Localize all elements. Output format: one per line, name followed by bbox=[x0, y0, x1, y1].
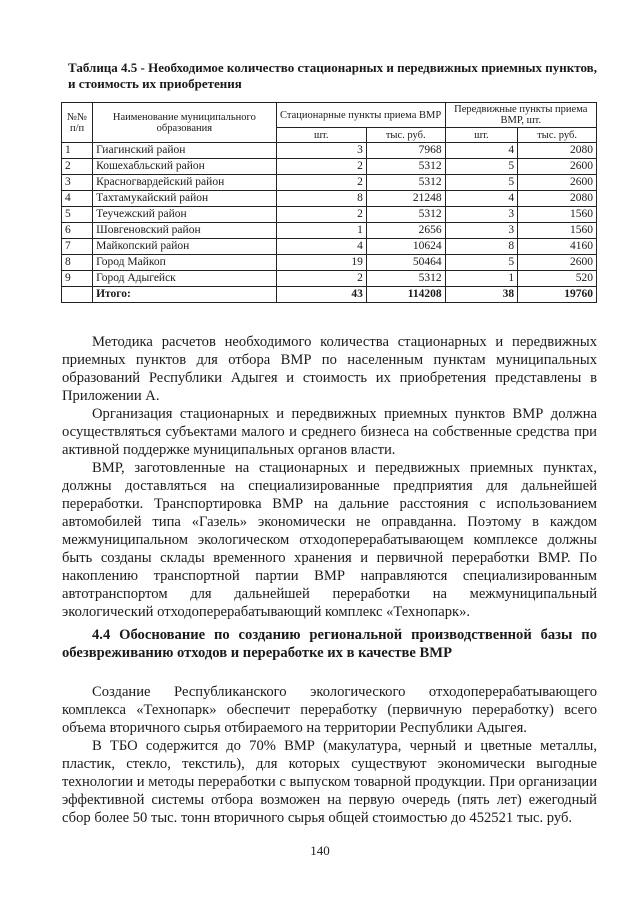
cell-mobile-pcs: 8 bbox=[445, 239, 518, 255]
cell-name: Красногвардейский район bbox=[93, 175, 277, 191]
cell-name: Город Адыгейск bbox=[93, 271, 277, 287]
cell-stationary-pcs: 19 bbox=[276, 255, 366, 271]
cell-name: Тахтамукайский район bbox=[93, 191, 277, 207]
cell-mobile-rub: 2080 bbox=[518, 143, 597, 159]
total-mobile-pcs: 38 bbox=[445, 287, 518, 303]
table-row bbox=[62, 143, 597, 159]
cell-no: 7 bbox=[62, 239, 93, 255]
cell-mobile-pcs: 5 bbox=[445, 255, 518, 271]
table-row bbox=[62, 175, 597, 191]
cell-stationary-rub: 5312 bbox=[366, 271, 445, 287]
table-row bbox=[62, 159, 597, 175]
section-heading: 4.4 Обоснование по созданию региональной производственной базы по обезвреживанию отходов и переработке их в качестве ВМР bbox=[62, 627, 597, 661]
body-text-block-1 bbox=[62, 333, 597, 621]
cell-mobile-rub: 2600 bbox=[518, 255, 597, 271]
total-mobile-rub: 19760 bbox=[518, 287, 597, 303]
cell-stationary-pcs: 2 bbox=[276, 207, 366, 223]
table-row bbox=[62, 239, 597, 255]
cell-mobile-pcs: 4 bbox=[445, 143, 518, 159]
table-row bbox=[62, 223, 597, 239]
cell-mobile-pcs: 3 bbox=[445, 207, 518, 223]
cell-name: Майкопский район bbox=[93, 239, 277, 255]
paragraph: Методика расчетов необходимого количества стационарных и передвижных приемных пунктов для отбора ВМР по населенным пунктам муниципальных образований Республики Адыгея и стоимость их приобретения представлены в Приложении А. bbox=[62, 334, 597, 404]
cell-mobile-pcs: 5 bbox=[445, 159, 518, 175]
cell-stationary-pcs: 2 bbox=[276, 175, 366, 191]
cell-no: 8 bbox=[62, 255, 93, 271]
cell-mobile-pcs: 3 bbox=[445, 223, 518, 239]
cell-stationary-rub: 2656 bbox=[366, 223, 445, 239]
table-row bbox=[62, 271, 597, 287]
header-name: Наименование муниципального образования bbox=[93, 103, 277, 143]
table-total-row bbox=[62, 287, 597, 303]
cell-stationary-rub: 5312 bbox=[366, 175, 445, 191]
header-mobile-rub: тыс. руб. bbox=[518, 128, 597, 143]
cell-stationary-pcs: 2 bbox=[276, 271, 366, 287]
page-number: 140 bbox=[310, 843, 330, 858]
cell-mobile-rub: 520 bbox=[518, 271, 597, 287]
table-row bbox=[62, 255, 597, 271]
total-stationary-pcs: 43 bbox=[276, 287, 366, 303]
body-text-block-2 bbox=[62, 683, 597, 827]
cell-mobile-pcs: 5 bbox=[445, 175, 518, 191]
data-table bbox=[61, 102, 597, 303]
cell-no: 9 bbox=[62, 271, 93, 287]
cell-stationary-rub: 5312 bbox=[366, 207, 445, 223]
cell-stationary-rub: 10624 bbox=[366, 239, 445, 255]
table-row bbox=[62, 191, 597, 207]
cell-stationary-pcs: 2 bbox=[276, 159, 366, 175]
cell-mobile-rub: 2600 bbox=[518, 175, 597, 191]
cell-mobile-rub: 1560 bbox=[518, 223, 597, 239]
cell-name: Шовгеновский район bbox=[93, 223, 277, 239]
header-no: №№ п/п bbox=[62, 103, 93, 143]
cell-mobile-rub: 2600 bbox=[518, 159, 597, 175]
cell-no: 5 bbox=[62, 207, 93, 223]
cell-mobile-pcs: 1 bbox=[445, 271, 518, 287]
cell-no: 2 bbox=[62, 159, 93, 175]
paragraph: ВМР, заготовленные на стационарных и передвижных приемных пунктах, должны доставляться на специализированные предприятия для дальнейшей переработки. Транспортировка ВМР на дальние расстояния с использованием автомобилей типа «Газель» экономически не оправданна. Поэтому в каждом межмуниципальном экологическом отходоперерабатывающем комплексе должны быть созданы склады временного хранения и первичной переработки ВМР. По накоплению транспортной партии ВМР направляются специализированным автотранспортом для дальнейшей переработки на межмуниципальный экологический отходоперерабатывающий комплекс «Технопарк». bbox=[62, 460, 597, 620]
cell-name: Теучежский район bbox=[93, 207, 277, 223]
cell-stationary-rub: 5312 bbox=[366, 159, 445, 175]
cell-name: Кошехабльский район bbox=[93, 159, 277, 175]
table-caption: Таблица 4.5 - Необходимое количество стационарных и передвижных приемных пунктов, и стоимость их приобретения bbox=[68, 60, 597, 91]
paragraph: В ТБО содержится до 70% ВМР (макулатура, черный и цветные металлы, пластик, стекло, текстиль), для которых существуют экономически выгодные технологии и методы переработки с выпуском товарной продукции. При организации эффективной системы отбора возможен на первую очередь (пять лет) ежегодный сбор более 50 тыс. тонн вторичного сырья общей стоимостью до 452521 тыс. руб. bbox=[62, 738, 597, 826]
cell-mobile-rub: 4160 bbox=[518, 239, 597, 255]
cell-stationary-pcs: 1 bbox=[276, 223, 366, 239]
cell-stationary-pcs: 4 bbox=[276, 239, 366, 255]
header-stationary-pcs: шт. bbox=[276, 128, 366, 143]
cell-no: 1 bbox=[62, 143, 93, 159]
cell-stationary-pcs: 8 bbox=[276, 191, 366, 207]
cell-mobile-pcs: 4 bbox=[445, 191, 518, 207]
cell-no: 4 bbox=[62, 191, 93, 207]
cell-name: Гиагинский район bbox=[93, 143, 277, 159]
cell-stationary-rub: 7968 bbox=[366, 143, 445, 159]
paragraph: Организация стационарных и передвижных приемных пунктов ВМР должна осуществляться субъектами малого и среднего бизнеса на собственные средства при активной поддержке муниципальных органов власти. bbox=[62, 406, 597, 458]
header-mobile-pcs: шт. bbox=[445, 128, 518, 143]
header-stationary: Стационарные пункты приема ВМР bbox=[276, 103, 445, 128]
cell-stationary-rub: 50464 bbox=[366, 255, 445, 271]
cell-no: 6 bbox=[62, 223, 93, 239]
total-stationary-rub: 114208 bbox=[366, 287, 445, 303]
table-row bbox=[62, 207, 597, 223]
cell-mobile-rub: 1560 bbox=[518, 207, 597, 223]
cell-name: Город Майкоп bbox=[93, 255, 277, 271]
header-mobile: Передвижные пункты приема ВМР, шт. bbox=[445, 103, 596, 128]
total-label: Итого: bbox=[93, 287, 277, 303]
cell-stationary-rub: 21248 bbox=[366, 191, 445, 207]
paragraph: Создание Республиканского экологического отходоперерабатывающего комплекса «Технопарк» обеспечит переработку (первичную переработку) всего объема вторичного сырья отбираемого на территории Республики Адыгея. bbox=[62, 684, 597, 736]
cell-no: 3 bbox=[62, 175, 93, 191]
table-header-row bbox=[62, 103, 597, 128]
cell-no-empty bbox=[62, 287, 93, 303]
cell-stationary-pcs: 3 bbox=[276, 143, 366, 159]
cell-mobile-rub: 2080 bbox=[518, 191, 597, 207]
header-stationary-rub: тыс. руб. bbox=[366, 128, 445, 143]
